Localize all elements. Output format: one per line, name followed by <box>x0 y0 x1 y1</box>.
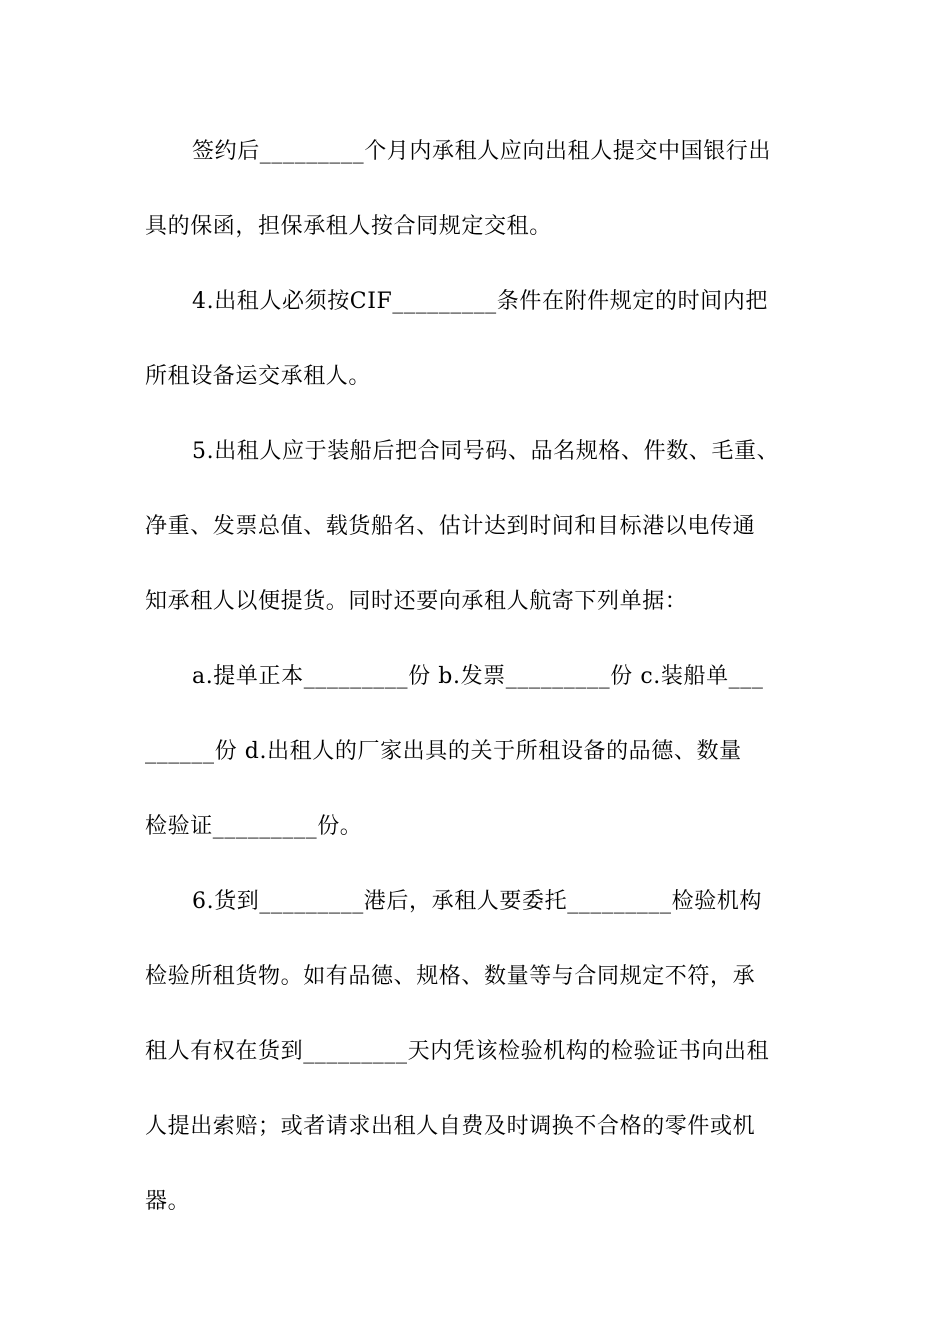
paragraph-line: 具的保函，担保承租人按合同规定交租。 <box>145 214 552 239</box>
paragraph-line: 租人有权在货到_________天内凭该检验机构的检验证书向出租 <box>145 1039 770 1064</box>
paragraph-line: 所租设备运交承租人。 <box>145 364 372 389</box>
paragraph-line: 4.出租人必须按CIF_________条件在附件规定的时间内把 <box>192 289 768 314</box>
paragraph-line: 签约后_________个月内承租人应向出租人提交中国银行出 <box>192 139 772 164</box>
paragraph-line: 人提出索赔；或者请求出租人自费及时调换不合格的零件或机 <box>145 1114 756 1139</box>
paragraph-line: 检验证_________份。 <box>145 814 363 839</box>
paragraph-line: 5.出租人应于装船后把合同号码、品名规格、件数、毛重、 <box>192 439 780 464</box>
paragraph-line: 净重、发票总值、载货船名、估计达到时间和目标港以电传通 <box>145 514 756 539</box>
paragraph-line: ______份 d.出租人的厂家出具的关于所租设备的品德、数量 <box>145 739 742 764</box>
paragraph-line: 6.货到_________港后，承租人要委托_________检验机构 <box>192 889 762 914</box>
paragraph-line: 知承租人以便提货。同时还要向承租人航寄下列单据： <box>145 589 688 614</box>
paragraph-line: 器。 <box>145 1189 191 1214</box>
paragraph-line: 检验所租货物。如有品德、规格、数量等与合同规定不符，承 <box>145 964 756 989</box>
paragraph-line: a.提单正本_________份 b.发票_________份 c.装船单___ <box>192 664 764 689</box>
